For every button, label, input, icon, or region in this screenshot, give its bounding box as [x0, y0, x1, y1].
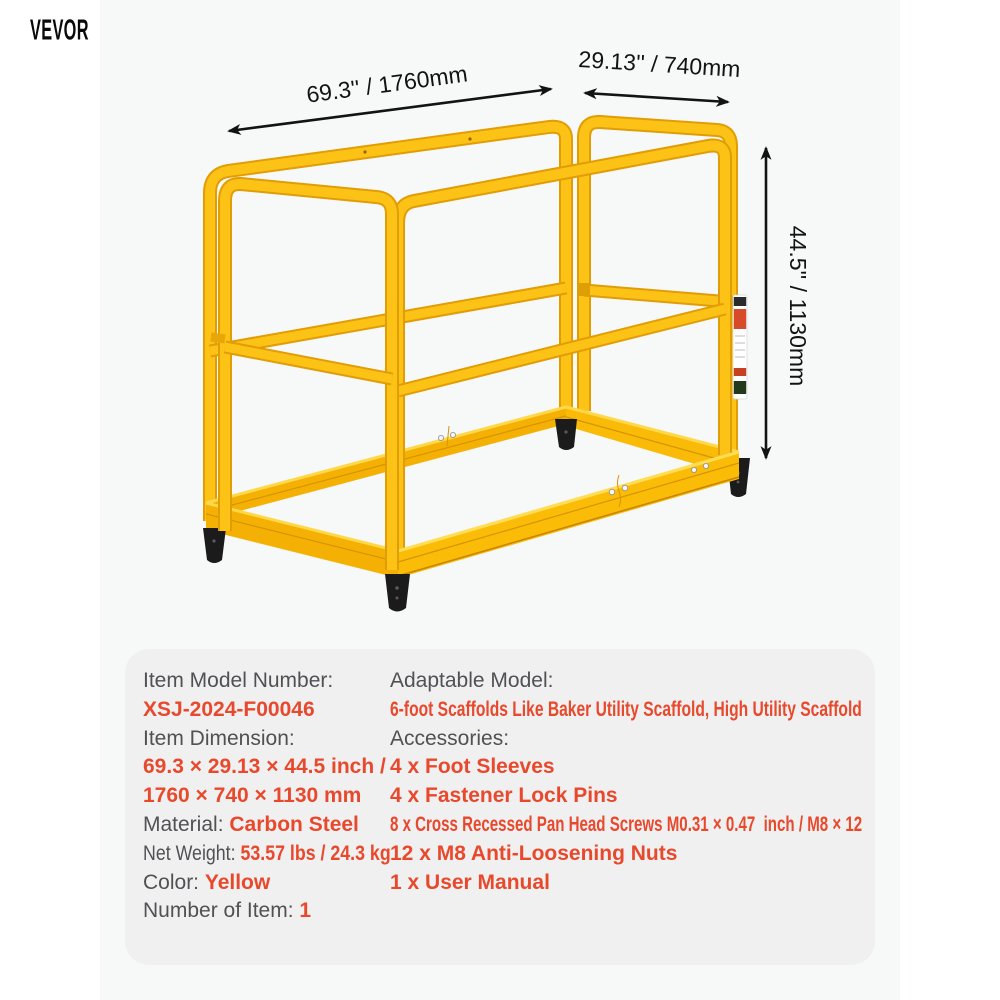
spec-line [390, 869, 862, 898]
spec-line [390, 753, 862, 782]
spec-label: Adaptable Model: [390, 669, 554, 692]
spec-label: Net Weight: [143, 841, 241, 865]
spec-value: XSJ-2024-F00046 [143, 697, 315, 721]
spec-line [143, 897, 391, 926]
spec-line [390, 782, 862, 811]
base-frame-far [206, 407, 739, 520]
vevor-logo-text: VEVOR [30, 13, 89, 44]
width-dimension-arrow [585, 93, 728, 102]
spec-label: Item Dimension: [143, 726, 295, 750]
foot-sleeve-far [555, 419, 577, 450]
spec-line [143, 725, 391, 754]
spec-line [143, 696, 391, 725]
spec-line [143, 667, 391, 696]
product-illustration [100, 0, 900, 650]
safety-label [733, 295, 747, 399]
vevor-logo [30, 10, 110, 44]
spec-value: Yellow [204, 870, 271, 894]
spec-value: Carbon Steel [229, 812, 359, 836]
foot-sleeve-left [203, 528, 226, 563]
spec-value: 1 x User Manual [390, 870, 550, 894]
spec-value: 1760 × 740 × 1130 mm [143, 784, 362, 808]
spec-label: Accessories: [390, 726, 510, 750]
spec-label: Color: [143, 870, 205, 894]
spec-line [143, 811, 391, 840]
spec-label: Number of Item: [143, 899, 300, 923]
length-dimension-label: 69.3'' / 1760mm [304, 60, 470, 108]
spec-column-left [143, 667, 391, 926]
spec-line [143, 869, 391, 898]
foot-sleeve-near [385, 574, 410, 612]
spec-value: 12 x M8 Anti-Loosening Nuts [390, 841, 678, 865]
spec-value: 1 [299, 899, 312, 923]
height-dimension-label: 44.5'' / 1130mm [785, 225, 811, 387]
spec-line [390, 840, 862, 869]
scaffold-drawing [100, 0, 900, 650]
spec-value: 4 x Fastener Lock Pins [390, 784, 618, 808]
spec-label: Item Model Number: [143, 669, 334, 692]
vevor-logo-graphic [30, 10, 110, 44]
spec-value: 53.57 lbs / 24.3 kg [240, 841, 391, 865]
spec-line [143, 782, 391, 811]
base-frame-near [206, 452, 739, 578]
width-dimension-label: 29.13'' / 740mm [577, 45, 742, 83]
spec-line [390, 811, 863, 840]
spec-value: 69.3 × 29.13 × 44.5 inch / [143, 755, 386, 779]
spec-line [390, 696, 862, 725]
spec-label: Material: [143, 812, 230, 836]
spec-line [143, 840, 391, 869]
spec-column-right [390, 667, 862, 897]
spec-line [390, 725, 862, 754]
spec-line [390, 667, 862, 696]
spec-value: 6-foot Scaffolds Like Baker Utility Scaffold, High Utility Scaffold [390, 697, 862, 721]
spec-value: 8 x Cross Recessed Pan Head Screws M0.31 × 0.47 inch / M8 × 12 [390, 812, 863, 836]
spec-panel [125, 649, 875, 965]
spec-value: 4 x Foot Sleeves [390, 755, 555, 779]
spec-line [143, 753, 391, 782]
